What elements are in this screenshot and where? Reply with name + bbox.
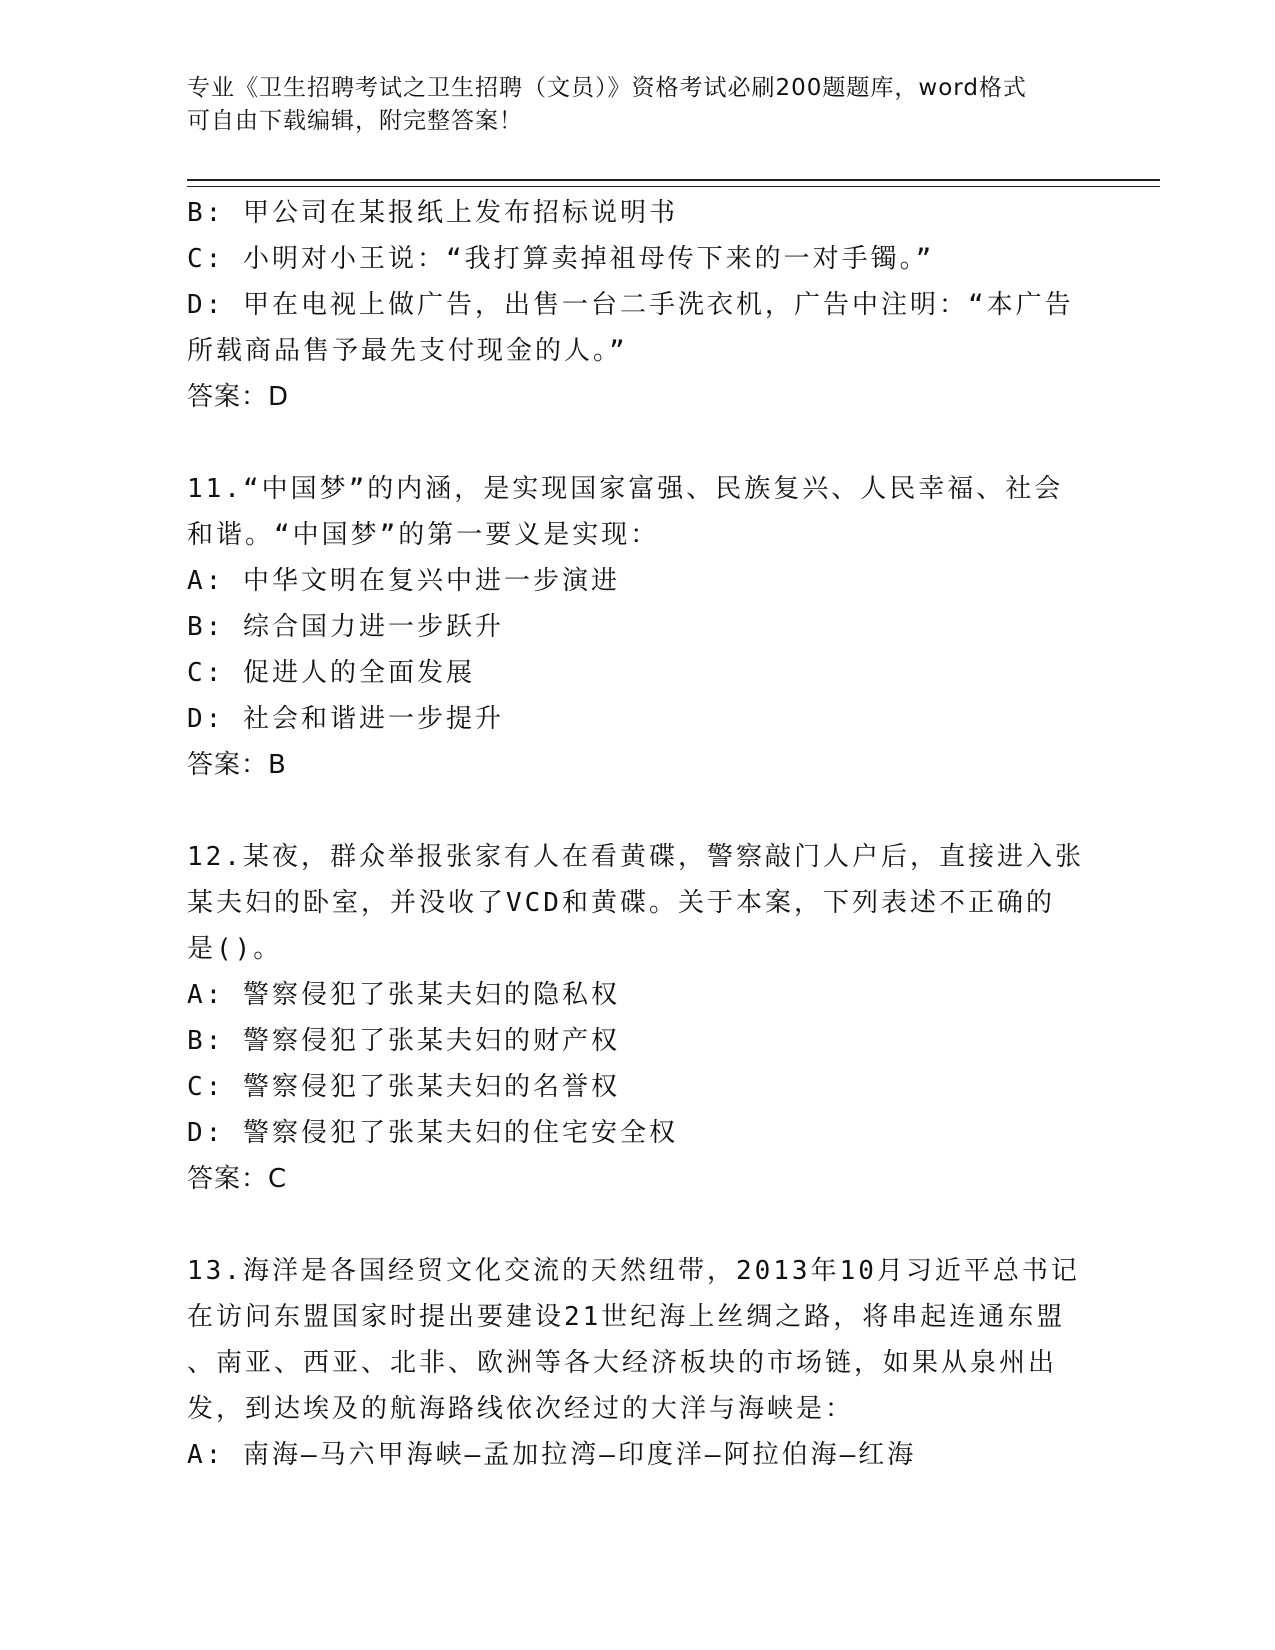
question-11 (187, 466, 1087, 788)
q12-option-b: B: 警察侵犯了张某夫妇的财产权 (187, 1026, 620, 1056)
q12-option-c: C: 警察侵犯了张某夫妇的名誉权 (187, 1072, 620, 1102)
q13-stem-line-4: 发，到达埃及的航海路线依次经过的大洋与海峡是： (187, 1394, 855, 1424)
q10-option-d-line-1: D: 甲在电视上做广告，出售一台二手洗衣机，广告中注明：“本广告 (187, 290, 1074, 320)
header-title-line-2: 可自由下载编辑，附完整答案！ (187, 108, 523, 134)
q11-option-b: B: 综合国力进一步跃升 (187, 612, 504, 642)
q11-option-a: A: 中华文明在复兴中进一步演进 (187, 566, 620, 596)
document-header (187, 72, 1087, 138)
question-12 (187, 834, 1087, 1202)
q12-option-a: A: 警察侵犯了张某夫妇的隐私权 (187, 980, 620, 1010)
q13-stem-line-3: 、南亚、西亚、北非、欧洲等各大经济板块的市场链，如果从泉州出 (187, 1348, 1058, 1378)
header-divider-thin (187, 186, 1160, 187)
header-title-line-1: 专业《卫生招聘考试之卫生招聘（文员）》资格考试必刷200题题库，word格式 (187, 75, 1027, 101)
header-divider-thick (187, 179, 1160, 181)
q11-option-d: D: 社会和谐进一步提升 (187, 704, 504, 734)
q13-option-a: A: 南海—马六甲海峡—孟加拉湾—印度洋—阿拉伯海—红海 (187, 1440, 917, 1470)
q10-option-c: C: 小明对小王说：“我打算卖掉祖母传下来的一对手镯。” (187, 244, 935, 274)
q12-option-d: D: 警察侵犯了张某夫妇的住宅安全权 (187, 1118, 678, 1148)
q12-stem-line-1: 12.某夜，群众举报张家有人在看黄碟，警察敲门人户后，直接进入张 (187, 842, 1084, 872)
q13-stem-line-1: 13.海洋是各国经贸文化交流的天然纽带，2013年10月习近平总书记 (187, 1256, 1080, 1286)
q12-stem-line-3: 是()。 (187, 934, 283, 964)
q10-answer: 答案：D (187, 382, 290, 412)
spacer (187, 420, 1087, 466)
q12-stem-line-2: 某夫妇的卧室，并没收了VCD和黄碟。关于本案，下列表述不正确的 (187, 888, 1055, 918)
q10-option-b: B: 甲公司在某报纸上发布招标说明书 (187, 198, 678, 228)
q11-answer: 答案：B (187, 750, 287, 780)
q11-option-c: C: 促进人的全面发展 (187, 658, 475, 688)
question-content (187, 190, 1087, 1478)
question-10-tail (187, 190, 1087, 420)
question-13 (187, 1248, 1087, 1478)
q11-stem-line-2: 和谐。“中国梦”的第一要义是实现： (187, 520, 660, 550)
spacer (187, 788, 1087, 834)
q11-stem-line-1: 11.“中国梦”的内涵，是实现国家富强、民族复兴、人民幸福、社会 (187, 474, 1064, 504)
spacer (187, 1202, 1087, 1248)
q10-option-d-line-2: 所载商品售予最先支付现金的人。” (187, 336, 628, 366)
q12-answer: 答案：C (187, 1164, 288, 1194)
q13-stem-line-2: 在访问东盟国家时提出要建设21世纪海上丝绸之路，将串起连通东盟 (187, 1302, 1066, 1332)
